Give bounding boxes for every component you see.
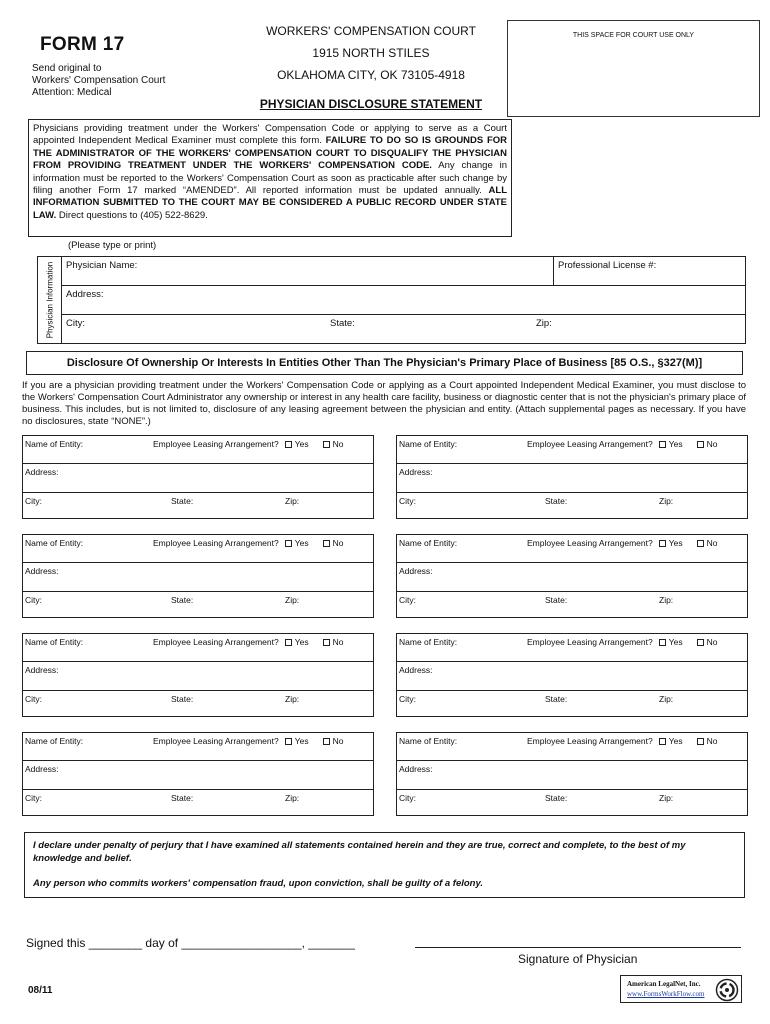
leasing-question — [153, 439, 343, 449]
no-checkbox[interactable] — [323, 738, 330, 745]
no-label: No — [706, 637, 718, 647]
entity-name-label: Name of Entity: — [25, 637, 84, 647]
physician-zip-label: Zip: — [536, 318, 552, 329]
yes-checkbox[interactable] — [285, 441, 292, 448]
yes-checkbox[interactable] — [285, 540, 292, 547]
entity-address-label: Address: — [399, 665, 433, 675]
leasing-question — [153, 538, 343, 548]
entity-city-label: City: — [25, 496, 42, 506]
send-instructions — [32, 63, 165, 99]
entity-address-row[interactable] — [23, 761, 373, 790]
physician-state-label: State: — [330, 318, 355, 329]
entity-name-row[interactable] — [397, 436, 747, 464]
entity-block — [22, 633, 374, 717]
entity-city-row[interactable] — [397, 691, 747, 718]
yes-checkbox[interactable] — [659, 441, 666, 448]
entity-address-label: Address: — [25, 566, 59, 576]
disclosure-heading: Disclosure Of Ownership Or Interests In Entities Other Than The Physician's Primary Place of Business [85 O.S., §327(M)] — [26, 351, 743, 375]
yes-label: Yes — [668, 637, 683, 647]
entity-name-row[interactable] — [23, 535, 373, 563]
statement-title: PHYSICIAN DISCLOSURE STATEMENT — [259, 97, 483, 111]
entity-city-label: City: — [25, 694, 42, 704]
court-address — [236, 24, 506, 90]
entity-block — [396, 633, 748, 717]
leasing-question — [153, 637, 343, 647]
entity-block — [22, 732, 374, 816]
entity-name-label: Name of Entity: — [399, 538, 458, 548]
leasing-label: Employee Leasing Arrangement? — [153, 538, 279, 548]
entity-address-label: Address: — [25, 665, 59, 675]
leasing-question — [153, 736, 343, 746]
send-line: Attention: Medical — [32, 87, 112, 98]
entity-city-label: City: — [25, 793, 42, 803]
entity-address-row[interactable] — [23, 563, 373, 592]
physician-info-section — [37, 256, 746, 344]
entity-state-label: State: — [171, 496, 194, 506]
leasing-label: Employee Leasing Arrangement? — [527, 439, 653, 449]
entity-name-label: Name of Entity: — [25, 538, 84, 548]
entity-city-row[interactable] — [397, 493, 747, 520]
signed-date-line[interactable]: Signed this ________ day of __________________, _______ — [26, 936, 355, 950]
no-checkbox[interactable] — [697, 639, 704, 646]
leasing-question — [527, 736, 717, 746]
entity-block — [22, 435, 374, 519]
entity-name-row[interactable] — [397, 634, 747, 662]
yes-checkbox[interactable] — [659, 738, 666, 745]
intro-bold-2: ALL INFORMATION SUBMITTED TO THE COURT MAY BE CONSIDERED A PUBLIC RECORD UNDER STATE LAW. — [33, 185, 507, 221]
court-use-box — [507, 20, 760, 117]
leasing-question — [527, 538, 717, 548]
entity-name-row[interactable] — [397, 535, 747, 563]
declaration-text: I declare under penalty of perjury that I have examined all statements contained herein and they are true, correct and complete, to the best of my knowledge and belief. — [33, 840, 686, 864]
entity-name-label: Name of Entity: — [25, 736, 84, 746]
no-label: No — [706, 538, 718, 548]
no-label: No — [332, 736, 344, 746]
signature-label: Signature of Physician — [518, 952, 638, 966]
publisher-link[interactable]: www.FormsWorkFlow.com — [627, 990, 705, 998]
leasing-question — [527, 439, 717, 449]
entity-address-label: Address: — [399, 566, 433, 576]
no-label: No — [332, 637, 344, 647]
entity-address-row[interactable] — [397, 662, 747, 691]
yes-label: Yes — [668, 538, 683, 548]
entity-state-label: State: — [171, 694, 194, 704]
entity-block — [396, 435, 748, 519]
entity-name-label: Name of Entity: — [399, 736, 458, 746]
physician-info-label: Physician Information — [45, 261, 54, 339]
leasing-label: Employee Leasing Arrangement? — [527, 538, 653, 548]
entity-city-label: City: — [399, 595, 416, 605]
license-label: Professional License #: — [558, 260, 657, 271]
yes-label: Yes — [294, 439, 309, 449]
court-city: OKLAHOMA CITY, OK 73105-4918 — [277, 68, 465, 82]
intro-text-1: Physicians providing treatment under the Workers' Compensation Code or applying to serve as a Court appointed Independent Medical Examiner must complete this form. — [33, 123, 507, 147]
entity-city-label: City: — [25, 595, 42, 605]
entity-address-row[interactable] — [397, 563, 747, 592]
leasing-label: Employee Leasing Arrangement? — [527, 637, 653, 647]
entity-zip-label: Zip: — [659, 496, 674, 506]
publisher-badge — [620, 975, 742, 1003]
entity-city-label: City: — [399, 496, 416, 506]
entity-address-row[interactable] — [397, 761, 747, 790]
entity-zip-label: Zip: — [285, 595, 300, 605]
entity-block — [396, 732, 748, 816]
yes-label: Yes — [668, 736, 683, 746]
yes-label: Yes — [668, 439, 683, 449]
court-street: 1915 NORTH STILES — [312, 46, 430, 60]
no-label: No — [706, 736, 718, 746]
entity-city-label: City: — [399, 793, 416, 803]
intro-bold-1: FAILURE TO DO SO IS GROUNDS FOR THE ADMINISTRATOR OF THE WORKERS' COMPENSATION COURT TO DISQUALIFY THE PHYSICIAN FROM PROVIDING TREATMENT UNDER THE WORKERS' COMPENSATION CODE. — [33, 135, 507, 172]
entity-state-label: State: — [545, 694, 568, 704]
entity-city-label: City: — [399, 694, 416, 704]
entity-block — [396, 534, 748, 618]
entity-zip-label: Zip: — [659, 595, 674, 605]
intro-notice — [28, 119, 512, 237]
entity-city-row[interactable] — [397, 790, 747, 817]
leasing-label: Employee Leasing Arrangement? — [153, 736, 279, 746]
entity-zip-label: Zip: — [659, 694, 674, 704]
signature-line[interactable] — [415, 947, 741, 948]
entity-name-label: Name of Entity: — [25, 439, 84, 449]
send-line: Workers' Compensation Court — [32, 75, 166, 86]
no-checkbox[interactable] — [323, 540, 330, 547]
entity-city-row[interactable] — [23, 790, 373, 817]
physician-info-side — [38, 257, 62, 343]
leasing-label: Employee Leasing Arrangement? — [153, 637, 279, 647]
physician-city-row[interactable] — [62, 315, 745, 344]
yes-checkbox[interactable] — [659, 639, 666, 646]
entity-address-row[interactable] — [397, 464, 747, 493]
entity-state-label: State: — [545, 793, 568, 803]
form-date-code: 08/11 — [28, 985, 53, 996]
no-checkbox[interactable] — [323, 441, 330, 448]
entity-name-row[interactable] — [23, 634, 373, 662]
no-checkbox[interactable] — [697, 738, 704, 745]
yes-label: Yes — [294, 736, 309, 746]
entity-state-label: State: — [171, 595, 194, 605]
no-checkbox[interactable] — [323, 639, 330, 646]
fraud-warning: Any person who commits workers' compensation fraud, upon conviction, shall be guilty of a felony. — [33, 878, 484, 889]
publisher-logo-icon — [715, 978, 739, 1002]
entity-city-row[interactable] — [23, 592, 373, 619]
entity-name-row[interactable] — [23, 733, 373, 761]
physician-address-label: Address: — [66, 289, 104, 300]
entity-address-row[interactable] — [23, 662, 373, 691]
send-line: Send original to — [32, 63, 102, 74]
leasing-question — [527, 637, 717, 647]
intro-text-3: Direct questions to (405) 522-8629. — [56, 209, 208, 221]
license-divider — [553, 257, 554, 286]
entity-state-label: State: — [545, 595, 568, 605]
intro-text-2: Any change in information must be reported to the Workers' Compensation Court as soon as practicable after such change by filing another Form 17 marked “AMENDED”. All reported information must be updated annually. — [33, 160, 508, 197]
entity-zip-label: Zip: — [285, 694, 300, 704]
yes-checkbox[interactable] — [659, 540, 666, 547]
please-type-note: (Please type or print) — [68, 240, 157, 251]
entity-zip-label: Zip: — [285, 793, 300, 803]
disclosure-paragraph: If you are a physician providing treatment under the Workers' Compensation Code or applying as a Court appointed Independent Medical Examiner, you must disclose to the Workers' Compensation Court Administrator any ownership or interest in any health care facility, business or diagnostic center that is not the physician's primary place of business. This includes, but is not limited to, disclosure of any leasing agreement between the physician and entity. (Attach supplemental pages as necessary. If you have no disclosures, state “NONE”.) — [22, 380, 746, 427]
entity-city-row[interactable] — [397, 592, 747, 619]
leasing-label: Employee Leasing Arrangement? — [527, 736, 653, 746]
physician-address-row[interactable] — [62, 286, 745, 315]
yes-checkbox[interactable] — [285, 738, 292, 745]
entity-city-row[interactable] — [23, 691, 373, 718]
entity-zip-label: Zip: — [285, 496, 300, 506]
entity-name-row[interactable] — [397, 733, 747, 761]
entity-address-row[interactable] — [23, 464, 373, 493]
no-checkbox[interactable] — [697, 540, 704, 547]
entity-state-label: State: — [171, 793, 194, 803]
entity-name-row[interactable] — [23, 436, 373, 464]
form-number: FORM 17 — [40, 34, 125, 55]
leasing-label: Employee Leasing Arrangement? — [153, 439, 279, 449]
physician-city-label: City: — [66, 318, 85, 329]
no-label: No — [332, 439, 344, 449]
entity-address-label: Address: — [399, 764, 433, 774]
no-checkbox[interactable] — [697, 441, 704, 448]
entity-zip-label: Zip: — [659, 793, 674, 803]
no-label: No — [706, 439, 718, 449]
yes-checkbox[interactable] — [285, 639, 292, 646]
publisher-name: American LegalNet, Inc. — [627, 980, 701, 988]
yes-label: Yes — [294, 637, 309, 647]
yes-label: Yes — [294, 538, 309, 548]
physician-name-row[interactable] — [62, 257, 745, 286]
physician-name-label: Physician Name: — [66, 260, 138, 271]
entity-block — [22, 534, 374, 618]
entity-name-label: Name of Entity: — [399, 637, 458, 647]
entity-address-label: Address: — [25, 467, 59, 477]
court-use-label: THIS SPACE FOR COURT USE ONLY — [572, 32, 695, 39]
entity-address-label: Address: — [399, 467, 433, 477]
entity-name-label: Name of Entity: — [399, 439, 458, 449]
entity-city-row[interactable] — [23, 493, 373, 520]
entity-state-label: State: — [545, 496, 568, 506]
no-label: No — [332, 538, 344, 548]
declaration-box — [24, 832, 745, 898]
entity-address-label: Address: — [25, 764, 59, 774]
court-name: WORKERS' COMPENSATION COURT — [266, 24, 476, 38]
